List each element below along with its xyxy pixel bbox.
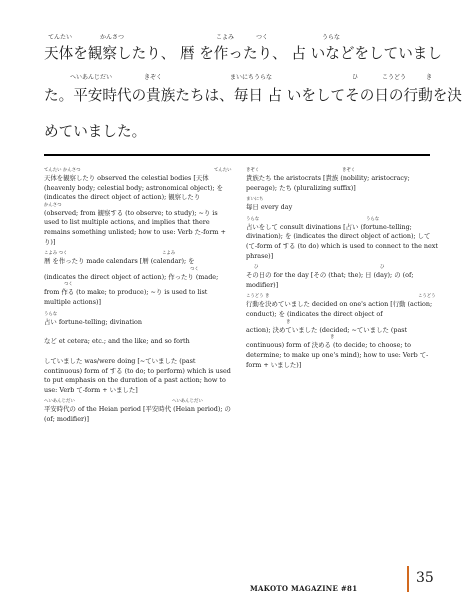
- main-text-line-2: た。平安時代の貴族たちは、毎日 占 いをしてその日の行動を決: [44, 87, 462, 104]
- glossary-entry: [44, 266, 234, 283]
- glossary-entry: [44, 251, 234, 267]
- entry-text: action); 決めていました (decided; ~ていました (past: [246, 325, 408, 334]
- glossary-entry: [44, 311, 234, 328]
- entry-text: from 作る (to make; to produce); ~り is used to list multiple actions)]: [44, 288, 208, 307]
- glossary-entry: [44, 282, 234, 307]
- entry-text: (observed; from 観察する (to observe; to study); ~り is used to list multiple actions, and implies that there remains something unlisted; how to use: Verb た-form + り)]: [44, 208, 226, 246]
- ruby: こうどう: [418, 294, 436, 300]
- ruby-line-2: [44, 72, 434, 80]
- ruby: つく: [190, 266, 199, 272]
- entry-text: 平安時代の of the Heian period [平安時代 (Heian period); の (of; modifier)]: [44, 405, 231, 423]
- glossary-entry: [246, 319, 442, 336]
- ruby: ひ: [352, 74, 359, 81]
- ruby: うらな: [44, 311, 58, 317]
- ruby: きぞく: [342, 168, 356, 173]
- ruby: へいあんじだい: [70, 74, 113, 81]
- glossary-entry: [246, 197, 442, 213]
- ruby: ひ: [254, 265, 259, 271]
- glossary-entry: [44, 202, 234, 247]
- entry-text: その日の for the day [その (that; the); 日 (day); の (of; modifier)]: [246, 271, 414, 289]
- ruby: こよみ つく: [44, 251, 68, 257]
- glossary-left-column: [44, 166, 234, 431]
- entry-text: 行動を決めていました decided on one's action [行動 (action; conduct); を (indicates the direct object of: [246, 300, 433, 319]
- entry-text: 天体を観察したり observed the celestial bodies [天体 (heavenly body; celestial body; astronomical object); を (indicates the direct object of action); 観察したり: [44, 174, 224, 202]
- divider: [44, 154, 430, 156]
- magazine-name: MAKOTO MAGAZINE #81: [250, 584, 358, 593]
- glossary-entry: [246, 265, 442, 290]
- ruby: き: [286, 319, 291, 325]
- main-text-line-1: 天体を観察したり、 暦 を作ったり、 占 いなどをしていまし: [44, 45, 442, 62]
- glossary-entry: [44, 357, 234, 395]
- ruby: かんさつ: [100, 34, 125, 41]
- glossary-entry: [44, 168, 234, 203]
- ruby: うらな: [246, 216, 260, 222]
- entry-text: continuous) form of 決める (to decide; to choose; to determine; to make up one's mind); how to use: Verb て-form + いました)]: [246, 341, 429, 369]
- entry-text: 貴族たち the aristocrats [貴族 (nobility; aristocracy; peerage); たち (pluralizing suffix)]: [246, 174, 410, 192]
- ruby: こうどう き: [246, 294, 270, 300]
- ruby: きぞく: [246, 168, 260, 173]
- ruby: つく: [64, 282, 73, 288]
- entry-text: 毎日 every day: [246, 203, 293, 212]
- glossary-entry: [246, 168, 442, 193]
- entry-text: (indicates the direct object of action); 作ったり (made;: [44, 272, 219, 281]
- ruby: き: [426, 74, 433, 81]
- ruby: ひ: [380, 265, 385, 271]
- ruby: こよみ: [162, 251, 176, 257]
- glossary-right-column: [246, 166, 442, 376]
- ruby: てんたい: [214, 168, 232, 173]
- ruby: こよみ: [216, 34, 235, 41]
- ruby: きぞく: [144, 74, 163, 81]
- ruby: き: [330, 335, 335, 341]
- ruby: まいにちうらな: [230, 74, 273, 81]
- entry-text: など et cetera; etc.; and the like; and so forth: [44, 337, 190, 346]
- page-number: 35: [416, 570, 434, 586]
- glossary-entry: [44, 399, 234, 424]
- main-text-line-3: めていました。: [44, 123, 147, 140]
- glossary-entry: [246, 216, 442, 261]
- ruby: つく: [256, 34, 269, 41]
- glossary-entry: [44, 337, 234, 347]
- ruby: こうどう: [382, 74, 407, 81]
- ruby: うらな: [366, 216, 380, 222]
- ruby: てんたい かんさつ: [44, 168, 81, 173]
- ruby: てんたい: [48, 34, 73, 41]
- entry-text: していました was/were doing [~ていました (past continuous) form of する (to do; to perform) which is used to put emphasis on the duration of a past action; how to use: Verb て-form + いました]: [44, 356, 231, 394]
- ruby: うらな: [322, 34, 341, 41]
- ruby: へいあんじだい: [172, 399, 203, 405]
- ruby: まいにち: [246, 197, 264, 203]
- glossary-entry: [246, 294, 442, 319]
- ruby: かんさつ: [44, 202, 62, 208]
- page-number-bar: [407, 566, 409, 592]
- ruby-line-1: [44, 32, 434, 40]
- entry-text: 占い fortune-telling; divination: [44, 317, 142, 326]
- entry-text: 占いをして consult divinations [占い (fortune-telling; divination); を (indicates the direct object of action); して (て-form of する (to do) which is used to connect to the next phrase)]: [246, 222, 438, 260]
- glossary-entry: [246, 335, 442, 370]
- ruby: へいあんじだい: [44, 399, 75, 405]
- entry-text: 暦 を作ったり made calendars [暦 (calendar); を: [44, 257, 195, 266]
